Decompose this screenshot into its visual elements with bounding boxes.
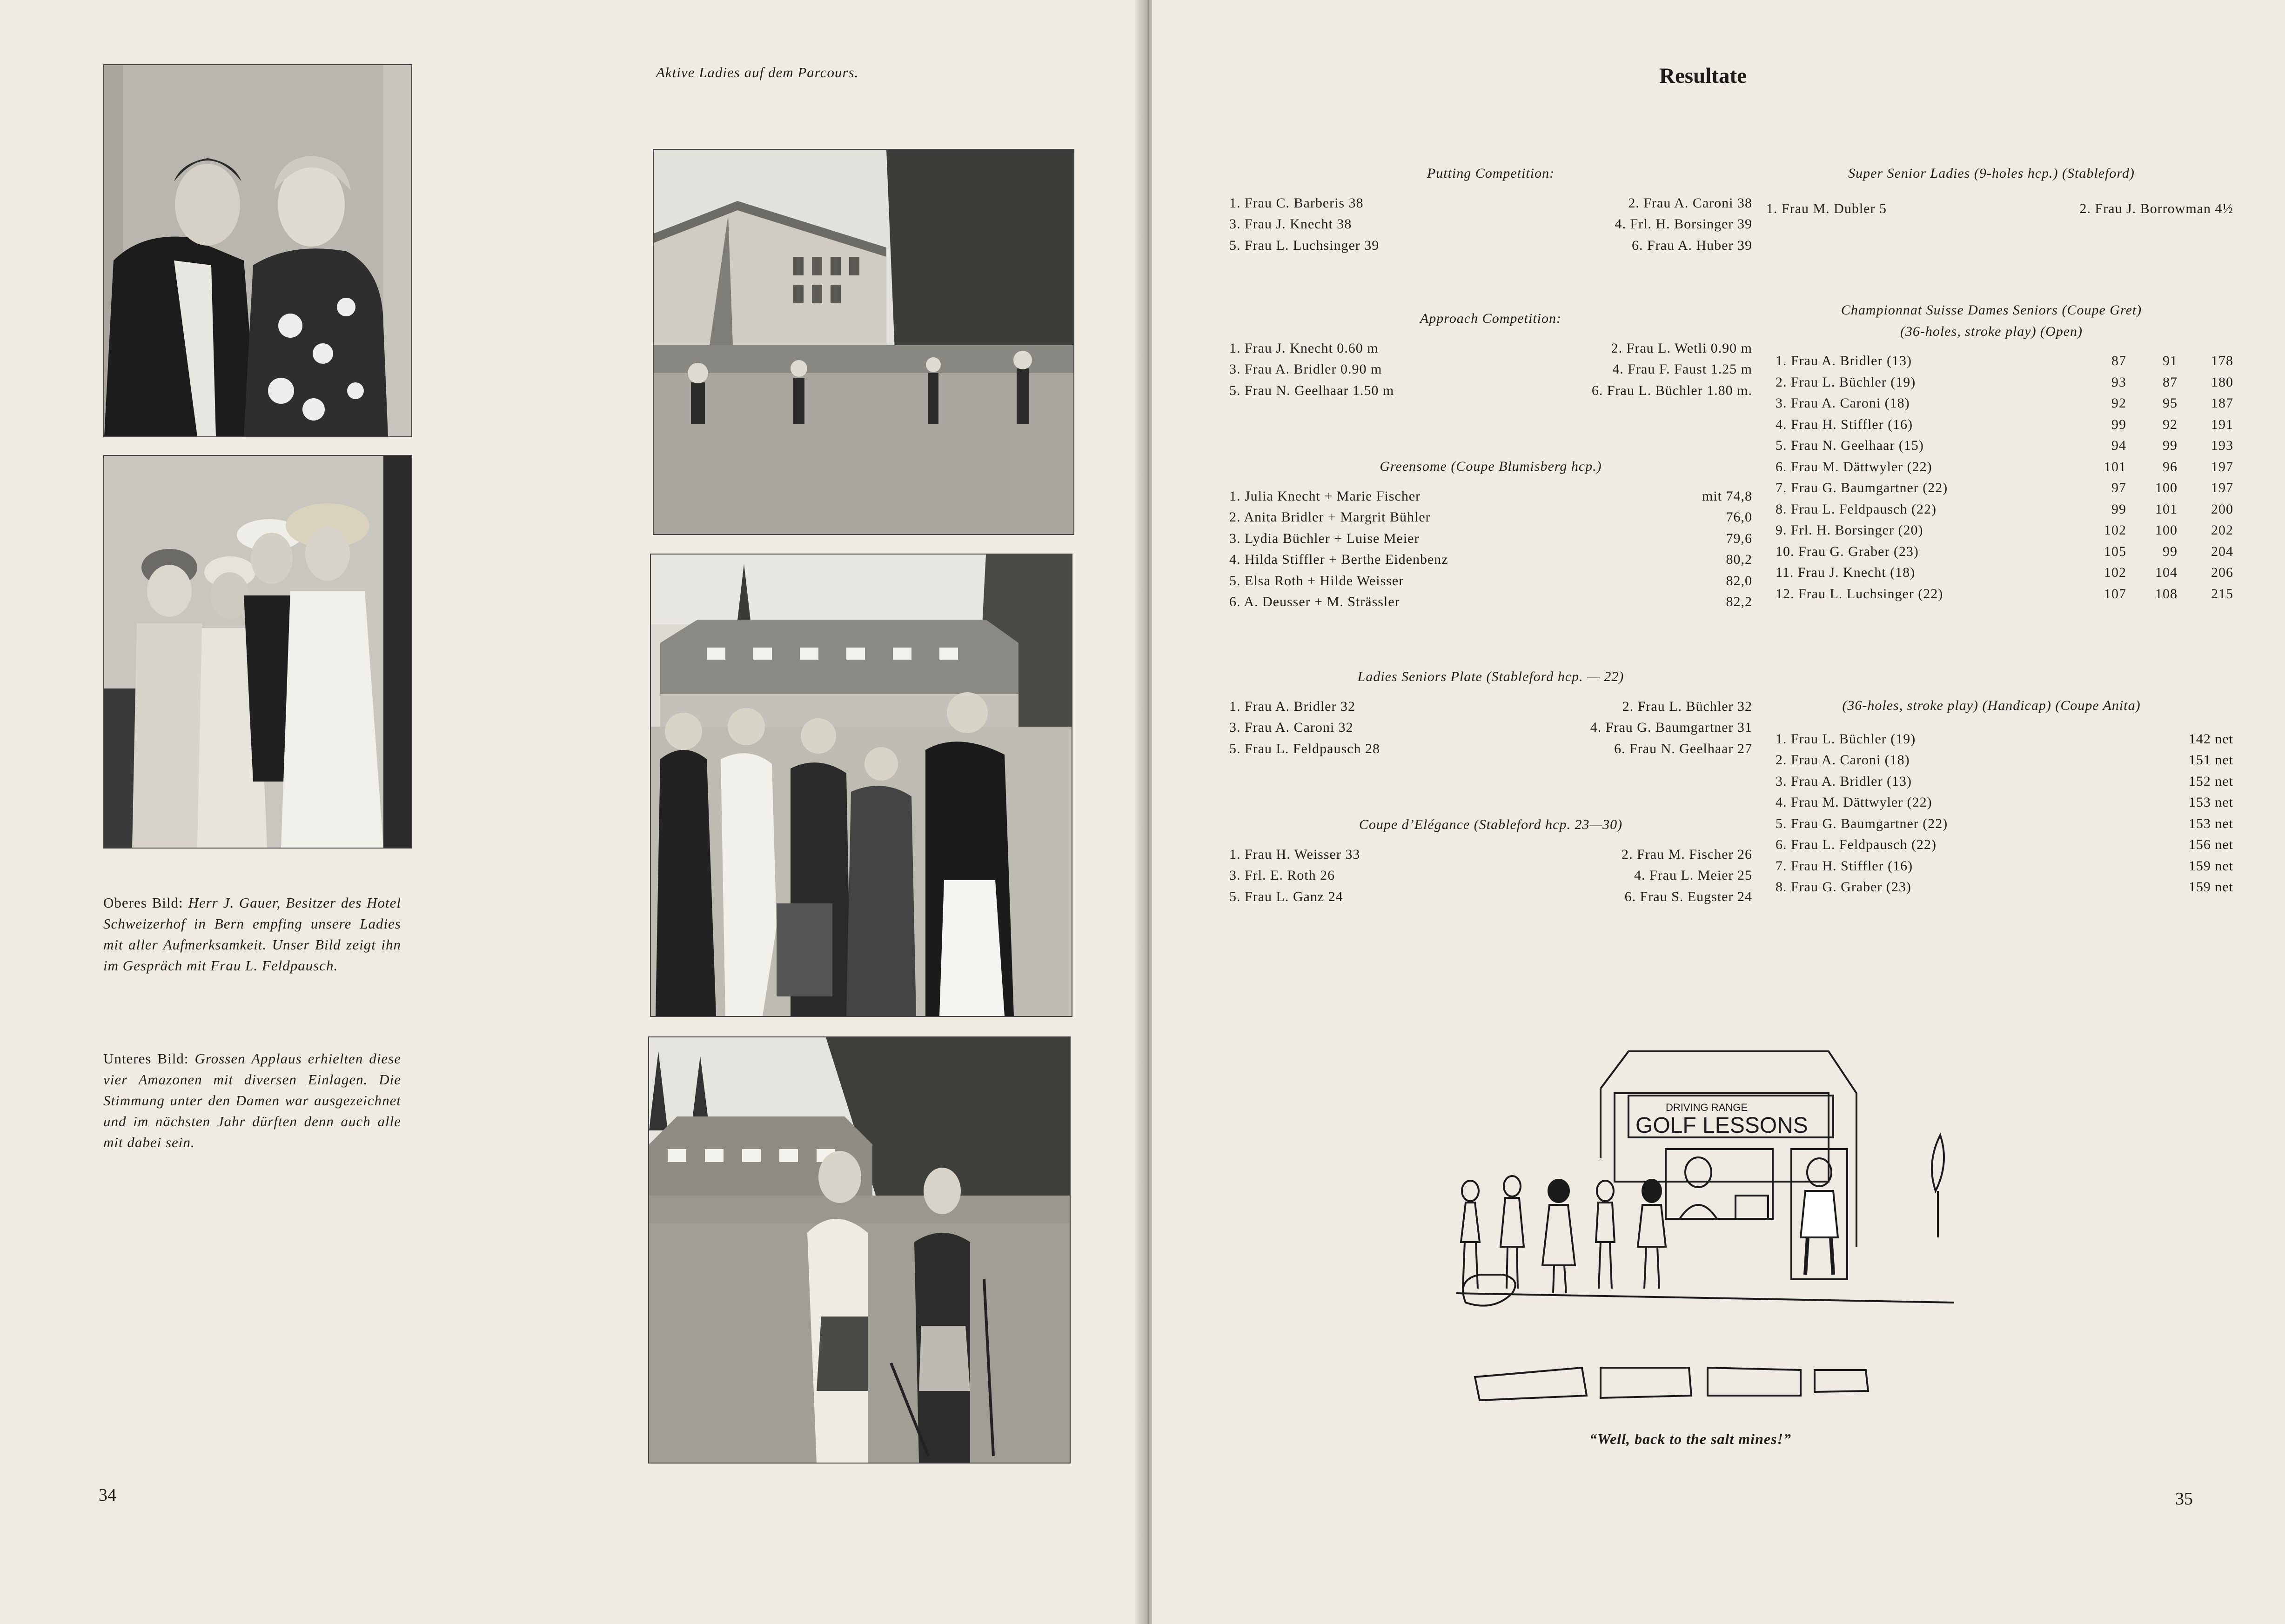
- section-putting: [1229, 163, 1752, 256]
- list-item: 3. Frau J. Knecht 38 4. Frl. H. Borsinger 39: [1229, 216, 1752, 232]
- table-row: 4. Frau M. Dättwyler (22) 153 net: [1776, 795, 2233, 810]
- right-page: [1152, 0, 2285, 1624]
- list-item: 5. Frau L. Ganz 24 6. Frau S. Eugster 24: [1229, 889, 1752, 904]
- list-item: 1. Frau J. Knecht 0.60 m 2. Frau L. Wetli 0.90 m: [1229, 340, 1752, 356]
- list-item: 5. Frau L. Feldpausch 28 6. Frau N. Geelhaar 27: [1229, 741, 1752, 756]
- table-row: 10. Frau G. Graber (23) 105 99 204: [1776, 543, 2233, 559]
- list-item: 4. Hilda Stiffler + Berthe Eidenbenz 80,2: [1229, 552, 1752, 567]
- section-seniors-plate: [1229, 666, 1752, 759]
- table-row: 8. Frau L. Feldpausch (22) 99 101 200: [1776, 501, 2233, 517]
- approach-heading: Approach Competition:: [1420, 311, 1562, 326]
- caption-lower-lead: Unteres Bild:: [103, 1050, 189, 1067]
- elegance-heading: Coupe d’Elégance (Stableford hcp. 23—30): [1359, 817, 1623, 832]
- anita-heading: (36-holes, stroke play) (Handicap) (Coupe Anita): [1842, 698, 2141, 713]
- list-item: 1. Frau C. Barberis 38 2. Frau A. Caroni 38: [1229, 195, 1752, 211]
- photo-column-caption: Aktive Ladies auf dem Parcours.: [656, 64, 859, 80]
- caption-upper-photo: [103, 892, 401, 976]
- table-row: 3. Frau A. Caroni (18) 92 95 187: [1776, 395, 2233, 411]
- table-row: 8. Frau G. Graber (23) 159 net: [1776, 879, 2233, 895]
- list-item: 2. Anita Bridler + Margrit Bühler 76,0: [1229, 509, 1752, 525]
- list-item: 1. Frau A. Bridler 32 2. Frau L. Büchler 32: [1229, 698, 1752, 714]
- table-row: 7. Frau G. Baumgartner (22) 97 100 197: [1776, 480, 2233, 495]
- caption-lower-photo: [103, 1048, 401, 1153]
- list-item: 3. Frau A. Bridler 0.90 m 4. Frau F. Faust 1.25 m: [1229, 361, 1752, 377]
- list-item: 5. Frau L. Luchsinger 39 6. Frau A. Huber 39: [1229, 237, 1752, 253]
- championnat-heading: Championnat Suisse Dames Seniors (Coupe Gret): [1841, 302, 2142, 318]
- caption-upper-text: Herr J. Gauer, Besitzer des Hotel Schweizerhof in Bern empfing unsere Ladies mit aller Aufmerksamkeit. Unser Bild zeigt ihn im Gespräch mit Frau L. Feldpausch.: [103, 895, 401, 974]
- list-item: 1. Frau M. Dubler 5 2. Frau J. Borrowman 4½: [1766, 200, 2233, 216]
- caption-lower-text: Grossen Applaus erhielten diese vier Amazonen mit diversen Einlagen. Die Stimmung unter den Damen war ausgezeichnet und im nächsten Jahr dürften denn auch alle mit dabei sein.: [103, 1050, 402, 1150]
- table-row: 9. Frl. H. Borsinger (20) 102 100 202: [1776, 522, 2233, 538]
- list-item: 1. Frau H. Weisser 33 2. Frau M. Fischer 26: [1229, 846, 1752, 862]
- list-item: 5. Frau N. Geelhaar 1.50 m 6. Frau L. Büchler 1.80 m.: [1229, 382, 1752, 398]
- table-row: 6. Frau L. Feldpausch (22) 156 net: [1776, 837, 2233, 852]
- table-row: 3. Frau A. Bridler (13) 152 net: [1776, 773, 2233, 789]
- photo-four-ladies-singing: [103, 455, 412, 849]
- plate-heading: Ladies Seniors Plate (Stableford hcp. — 22): [1357, 669, 1624, 684]
- championnat-subheading: (36-holes, stroke play) (Open): [1900, 323, 2083, 339]
- table-row: 5. Frau G. Baumgartner (22) 153 net: [1776, 815, 2233, 831]
- list-item: 3. Frl. E. Roth 26 4. Frau L. Meier 25: [1229, 868, 1752, 883]
- page-number-right: 35: [2175, 1489, 2193, 1509]
- sign-golf-lessons: GOLF LESSONS: [1635, 1113, 1808, 1138]
- table-row: 6. Frau M. Dättwyler (22) 101 96 197: [1776, 459, 2233, 475]
- table-row: 2. Frau L. Büchler (19) 93 87 180: [1776, 374, 2233, 390]
- table-row: 1. Frau L. Büchler (19) 142 net: [1776, 731, 2233, 747]
- championnat-table: [1749, 350, 2233, 604]
- sign-driving-range: DRIVING RANGE: [1666, 1102, 1748, 1113]
- table-row: 7. Frau H. Stiffler (16) 159 net: [1776, 858, 2233, 874]
- page-number-left: 34: [99, 1485, 116, 1505]
- table-row: 12. Frau L. Luchsinger (22) 107 108 215: [1776, 586, 2233, 601]
- section-approach: [1229, 308, 1752, 401]
- section-greensome: [1229, 456, 1752, 613]
- table-row: 5. Frau N. Geelhaar (15) 94 99 193: [1776, 438, 2233, 453]
- results-title: Resultate: [1659, 64, 1747, 88]
- table-row: 11. Frau J. Knecht (18) 102 104 206: [1776, 565, 2233, 580]
- section-coupe-anita: [1749, 695, 2233, 898]
- table-row: 2. Frau A. Caroni (18) 151 net: [1776, 752, 2233, 768]
- photo-group-at-clubhouse: [650, 554, 1072, 1017]
- photo-two-ladies-walking: [648, 1036, 1071, 1464]
- section-super-senior: [1749, 163, 2233, 219]
- putting-heading: Putting Competition:: [1427, 166, 1555, 181]
- cartoon-caption: “Well, back to the salt mines!”: [1589, 1430, 1791, 1447]
- table-row: 4. Frau H. Stiffler (16) 99 92 191: [1776, 416, 2233, 432]
- section-coupe-elegance: [1229, 814, 1752, 907]
- list-item: 3. Lydia Büchler + Luise Meier 79,6: [1229, 530, 1752, 546]
- section-championnat: [1749, 300, 2233, 604]
- caption-upper-lead: Oberes Bild:: [103, 895, 183, 911]
- photo-host-and-lady: [103, 64, 412, 437]
- list-item: 3. Frau A. Caroni 32 4. Frau G. Baumgartner 31: [1229, 720, 1752, 735]
- anita-table: [1749, 728, 2233, 898]
- cartoon-golf-lessons: [1447, 1042, 1987, 1405]
- list-item: 6. A. Deusser + M. Strässler 82,2: [1229, 594, 1752, 609]
- super-senior-heading: Super Senior Ladies (9-holes hcp.) (Stableford): [1848, 166, 2135, 181]
- list-item: 1. Julia Knecht + Marie Fischer mit 74,8: [1229, 488, 1752, 504]
- table-row: 1. Frau A. Bridler (13) 87 91 178: [1776, 353, 2233, 368]
- photo-putting-green: [653, 149, 1074, 535]
- list-item: 5. Elsa Roth + Hilde Weisser 82,0: [1229, 573, 1752, 588]
- greensome-heading: Greensome (Coupe Blumisberg hcp.): [1380, 459, 1602, 474]
